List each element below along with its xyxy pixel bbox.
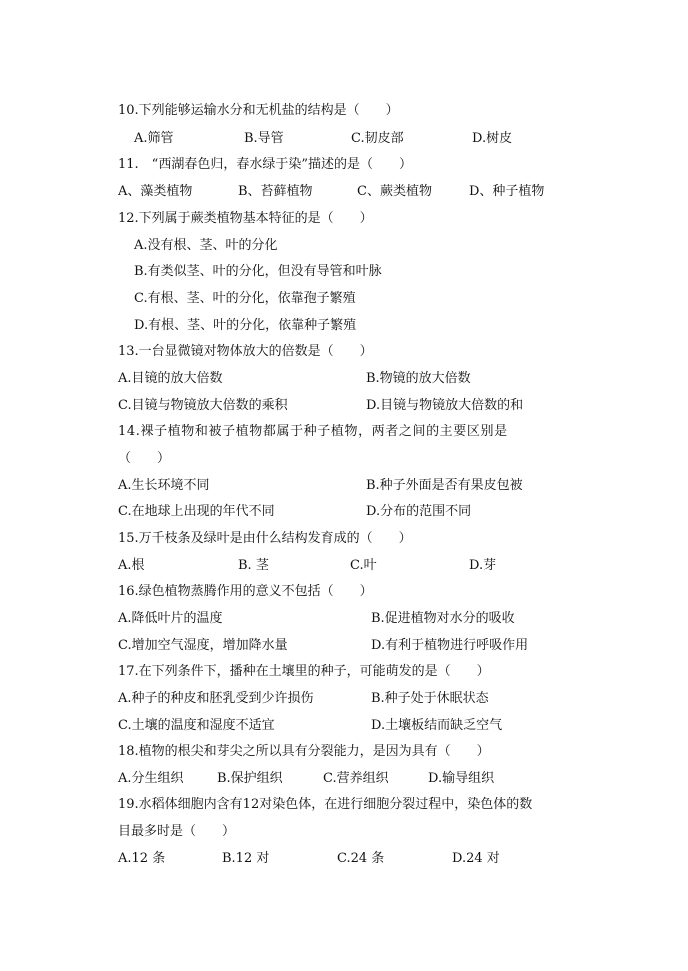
option: A.生长环境不同 [118,478,210,493]
option: C.叶 [350,558,377,573]
option: D、种子植物 [469,184,545,199]
option: A.目镜的放大倍数 [118,371,223,386]
option: D.24 对 [452,851,500,866]
option: D.树皮 [472,131,513,146]
option: C.有根、茎、叶的分化，依靠孢子繁殖 [134,291,356,306]
option: B.保护组织 [217,771,283,786]
option: B.种子处于休眠状态 [371,691,489,706]
option: C.24 条 [337,851,385,866]
option: B.12 对 [222,851,270,866]
option: A.筛管 [134,131,174,146]
option: B.种子外面是否有果皮包被 [366,478,523,493]
option: C、蕨类植物 [357,184,432,199]
option: A.没有根、茎、叶的分化 [134,238,278,253]
option: D.土壤板结而缺乏空气 [371,718,503,733]
option: B.促进植物对水分的吸收 [371,611,515,626]
option: B. 茎 [238,558,269,573]
option: D.目镜与物镜放大倍数的和 [366,398,524,413]
option: D.分布的范围不同 [366,504,472,519]
question-stem-continued: 目最多时是（ ） [118,824,236,839]
question-stem: 14.裸子植物和被子植物都属于种子植物，两者之间的主要区别是 [118,424,508,439]
option: B、苔藓植物 [238,184,313,199]
option: A.分生组织 [118,771,184,786]
question-stem: 13.一台显微镜对物体放大的倍数是（ ） [118,344,373,359]
option: C.增加空气湿度，增加降水量 [118,638,288,653]
question-stem: 11. “西湖春色归，春水绿于染”描述的是（ ） [118,157,412,172]
question-stem: 19.水稻体细胞内含有12对染色体，在进行细胞分裂过程中，染色体的数 [118,797,533,812]
option: C.在地球上出现的年代不同 [118,504,275,519]
option: A.降低叶片的温度 [118,611,223,626]
option: A.根 [118,558,145,573]
option: C.土壤的温度和湿度不适宜 [118,718,275,733]
option: A.种子的种皮和胚乳受到少许损伤 [118,691,314,706]
option: A.12 条 [118,851,166,866]
question-stem: 17.在下列条件下，播种在土壤里的种子，可能萌发的是（ ） [118,664,490,679]
option: D.输导组织 [428,771,495,786]
option: C.韧皮部 [351,131,404,146]
option: D.芽 [469,558,497,573]
option: A、藻类植物 [118,184,193,199]
option: B.物镜的放大倍数 [366,371,471,386]
option: B.导管 [244,131,284,146]
question-stem: 16.绿色植物蒸腾作用的意义不包括（ ） [118,584,373,599]
option: D.有根、茎、叶的分化，依靠种子繁殖 [134,318,357,333]
option: B.有类似茎、叶的分化，但没有导管和叶脉 [134,264,382,279]
option: C.营养组织 [323,771,389,786]
question-stem: 12.下列属于蕨类植物基本特征的是（ ） [118,211,373,226]
question-stem: 15.万千枝条及绿叶是由什么结构发育成的（ ） [118,531,412,546]
question-stem: 10.下列能够运输水分和无机盐的结构是（ ） [118,103,399,118]
question-stem-continued: （ ） [118,451,171,466]
question-stem: 18.植物的根尖和芽尖之所以具有分裂能力，是因为具有（ ） [118,744,490,759]
option: C.目镜与物镜放大倍数的乘积 [118,398,288,413]
option: D.有利于植物进行呼吸作用 [371,638,529,653]
